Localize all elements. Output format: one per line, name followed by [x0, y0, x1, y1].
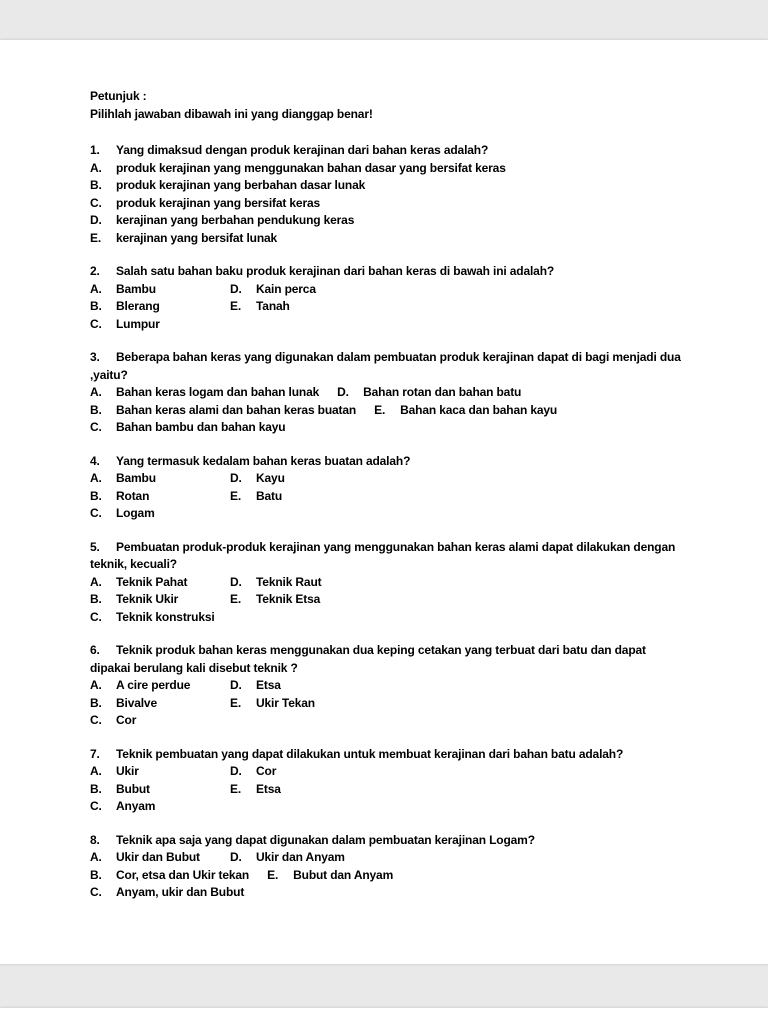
question-options — [90, 160, 683, 248]
option-letter: B. — [90, 695, 102, 710]
option-letter: B. — [90, 592, 102, 606]
answer-option — [230, 781, 281, 799]
question-text: Yang dimaksud dengan produk kerajinan dari bahan keras adalah? — [116, 143, 489, 157]
option-letter: C. — [90, 799, 102, 813]
option-text: Cor — [116, 713, 137, 727]
answer-option — [90, 298, 212, 316]
answer-option — [230, 298, 290, 316]
option-letter: C. — [90, 885, 102, 899]
option-row — [90, 781, 683, 799]
option-text: produk kerajinan yang berbahan dasar lunak — [116, 178, 366, 192]
option-text: Bubut dan Anyam — [293, 867, 394, 882]
option-letter: C. — [90, 609, 102, 624]
option-letter: B. — [90, 867, 102, 882]
option-text: Lumpur — [116, 316, 160, 331]
question — [90, 349, 683, 437]
option-letter: A. — [90, 574, 102, 589]
option-text: Tanah — [256, 299, 290, 313]
option-row — [90, 591, 683, 609]
option-text: Cor, etsa dan Ukir tekan — [116, 867, 250, 882]
option-row — [90, 419, 683, 437]
question — [90, 453, 683, 523]
answer-option — [337, 384, 521, 402]
answer-option — [90, 849, 212, 867]
instructions-title: Petunjuk : — [90, 89, 147, 103]
option-text: Teknik Ukir — [116, 592, 179, 606]
question-heading — [90, 142, 683, 160]
option-text: Ukir — [116, 764, 139, 778]
answer-option — [90, 884, 244, 902]
question-text: Teknik produk bahan keras menggunakan dua keping cetakan yang terbuat dari batu dan dapat dipakai berulang kali disebut teknik ? — [90, 643, 646, 675]
question-number: 3. — [90, 350, 100, 364]
option-text: Blerang — [116, 299, 160, 313]
option-text: Anyam — [116, 799, 156, 813]
answer-option — [90, 591, 212, 609]
option-text: kerajinan yang berbahan pendukung keras — [116, 213, 355, 227]
question-heading — [90, 746, 683, 764]
option-row — [90, 609, 683, 627]
option-row — [90, 695, 683, 713]
option-text: Ukir dan Bubut — [116, 850, 200, 864]
option-text: Ukir Tekan — [256, 695, 315, 710]
option-text: produk kerajinan yang menggunakan bahan dasar yang bersifat keras — [116, 160, 506, 175]
option-text: Kayu — [256, 471, 285, 485]
question-options — [90, 763, 683, 816]
answer-option — [230, 591, 320, 609]
question — [90, 832, 683, 902]
answer-option — [90, 402, 356, 420]
answer-option — [90, 419, 285, 437]
option-letter: E. — [230, 695, 242, 710]
option-row — [90, 849, 683, 867]
answer-option — [230, 488, 282, 506]
option-text: A cire perdue — [116, 678, 191, 692]
option-text: kerajinan yang bersifat lunak — [116, 230, 278, 245]
question-text: Beberapa bahan keras yang digunakan dalam pembuatan produk kerajinan dapat di bagi menjadi dua ,yaitu? — [90, 350, 681, 382]
option-row — [90, 867, 683, 885]
option-text: Etsa — [256, 781, 281, 796]
answer-option — [90, 574, 212, 592]
option-letter: E. — [374, 402, 386, 417]
option-row — [90, 212, 683, 230]
answer-option — [267, 867, 393, 885]
option-letter: D. — [230, 281, 242, 296]
option-text: produk kerajinan yang bersifat keras — [116, 195, 321, 210]
option-row — [90, 281, 683, 299]
question-number: 2. — [90, 264, 100, 278]
question-options — [90, 677, 683, 730]
option-letter: C. — [90, 713, 102, 727]
option-text: Kain perca — [256, 281, 316, 296]
option-letter: C. — [90, 195, 102, 210]
document-page — [0, 40, 768, 964]
option-letter: C. — [90, 506, 102, 520]
question-text: Teknik apa saja yang dapat digunakan dalam pembuatan kerajinan Logam? — [116, 832, 535, 847]
question-number: 4. — [90, 453, 100, 468]
question-list — [90, 142, 683, 902]
option-row — [90, 505, 683, 523]
answer-option — [90, 488, 212, 506]
instructions-block — [90, 88, 683, 123]
option-row — [90, 230, 683, 248]
option-row — [90, 316, 683, 334]
instructions-body: Pilihlah jawaban dibawah ini yang dianggap benar! — [90, 106, 373, 121]
option-row — [90, 712, 683, 730]
question-number: 1. — [90, 143, 100, 157]
option-letter: E. — [230, 781, 242, 796]
question-heading — [90, 263, 683, 281]
option-row — [90, 177, 683, 195]
question-options — [90, 470, 683, 523]
option-text: Bivalve — [116, 695, 157, 710]
option-letter: D. — [230, 678, 242, 692]
option-letter: A. — [90, 160, 102, 175]
answer-option — [90, 384, 319, 402]
answer-option — [90, 505, 155, 523]
option-letter: C. — [90, 420, 102, 434]
question-text: Teknik pembuatan yang dapat dilakukan untuk membuat kerajinan dari bahan batu adalah? — [116, 746, 624, 761]
option-letter: A. — [90, 678, 102, 692]
option-text: Logam — [116, 506, 155, 520]
option-letter: D. — [230, 764, 242, 778]
answer-option — [230, 574, 321, 592]
option-text: Batu — [256, 488, 283, 503]
option-row — [90, 884, 683, 902]
question-text: Yang termasuk kedalam bahan keras buatan adalah? — [116, 453, 411, 468]
option-text: Bahan kaca dan bahan kayu — [400, 402, 558, 417]
question-number: 7. — [90, 746, 100, 761]
question-text: Pembuatan produk-produk kerajinan yang menggunakan bahan keras alami dapat dilakukan dengan teknik, kecuali? — [90, 539, 676, 571]
answer-option — [90, 316, 160, 334]
question-options — [90, 574, 683, 627]
option-letter: B. — [90, 299, 102, 313]
answer-option — [90, 281, 212, 299]
option-letter: E. — [90, 230, 102, 245]
answer-option — [230, 763, 276, 781]
option-letter: A. — [90, 385, 102, 399]
option-text: Bahan rotan dan bahan batu — [363, 385, 522, 399]
question — [90, 263, 683, 333]
question — [90, 539, 683, 627]
option-text: Teknik Raut — [256, 574, 322, 589]
option-row — [90, 470, 683, 488]
answer-option — [230, 695, 315, 713]
answer-option — [90, 160, 506, 178]
question-number: 8. — [90, 832, 100, 847]
option-text: Rotan — [116, 488, 150, 503]
option-text: Ukir dan Anyam — [256, 850, 345, 864]
option-text: Bambu — [116, 281, 156, 296]
option-text: Anyam, ukir dan Bubut — [116, 885, 245, 899]
question-heading — [90, 349, 683, 384]
next-page-top-edge — [0, 1008, 768, 1024]
option-letter: D. — [230, 574, 242, 589]
option-letter: C. — [90, 316, 102, 331]
option-letter: A. — [90, 850, 102, 864]
option-row — [90, 160, 683, 178]
option-row — [90, 677, 683, 695]
answer-option — [90, 609, 215, 627]
option-text: Teknik Pahat — [116, 574, 188, 589]
option-row — [90, 763, 683, 781]
answer-option — [90, 177, 365, 195]
option-letter: D. — [90, 213, 102, 227]
question-number: 6. — [90, 643, 100, 657]
option-text: Etsa — [256, 678, 281, 692]
answer-option — [230, 281, 316, 299]
option-text: Bambu — [116, 471, 156, 485]
answer-option — [90, 712, 136, 730]
option-letter: B. — [90, 402, 102, 417]
option-letter: E. — [230, 299, 242, 313]
option-text: Teknik konstruksi — [116, 609, 215, 624]
question-options — [90, 281, 683, 334]
answer-option — [90, 867, 249, 885]
answer-option — [374, 402, 557, 420]
option-row — [90, 488, 683, 506]
option-letter: D. — [337, 385, 349, 399]
option-letter: E. — [267, 867, 279, 882]
option-text: Bahan keras logam dan bahan lunak — [116, 385, 320, 399]
answer-option — [90, 212, 354, 230]
question — [90, 142, 683, 247]
question-heading — [90, 539, 683, 574]
question — [90, 746, 683, 816]
answer-option — [90, 695, 212, 713]
answer-option — [90, 781, 212, 799]
question — [90, 642, 683, 730]
answer-option — [90, 230, 277, 248]
option-letter: A. — [90, 471, 102, 485]
question-number: 5. — [90, 539, 100, 554]
answer-option — [90, 798, 155, 816]
question-options — [90, 384, 683, 437]
answer-option — [90, 195, 320, 213]
option-row — [90, 384, 683, 402]
option-row — [90, 402, 683, 420]
option-letter: A. — [90, 281, 102, 296]
answer-option — [230, 470, 285, 488]
question-options — [90, 849, 683, 902]
option-row — [90, 298, 683, 316]
answer-option — [90, 763, 212, 781]
question-heading — [90, 642, 683, 677]
option-letter: B. — [90, 781, 102, 796]
option-text: Teknik Etsa — [256, 592, 321, 606]
option-letter: B. — [90, 488, 102, 503]
option-letter: E. — [230, 592, 242, 606]
option-text: Cor — [256, 764, 277, 778]
answer-option — [90, 677, 212, 695]
answer-option — [230, 677, 281, 695]
answer-option — [230, 849, 345, 867]
option-letter: D. — [230, 850, 242, 864]
option-text: Bahan keras alami dan bahan keras buatan — [116, 402, 357, 417]
option-row — [90, 574, 683, 592]
option-letter: A. — [90, 764, 102, 778]
option-text: Bahan bambu dan bahan kayu — [116, 420, 286, 434]
question-heading — [90, 453, 683, 471]
question-text: Salah satu bahan baku produk kerajinan dari bahan keras di bawah ini adalah? — [116, 264, 555, 278]
option-letter: B. — [90, 178, 102, 192]
question-heading — [90, 832, 683, 850]
option-letter: D. — [230, 471, 242, 485]
answer-option — [90, 470, 212, 488]
option-text: Bubut — [116, 781, 150, 796]
option-row — [90, 195, 683, 213]
option-letter: E. — [230, 488, 242, 503]
option-row — [90, 798, 683, 816]
